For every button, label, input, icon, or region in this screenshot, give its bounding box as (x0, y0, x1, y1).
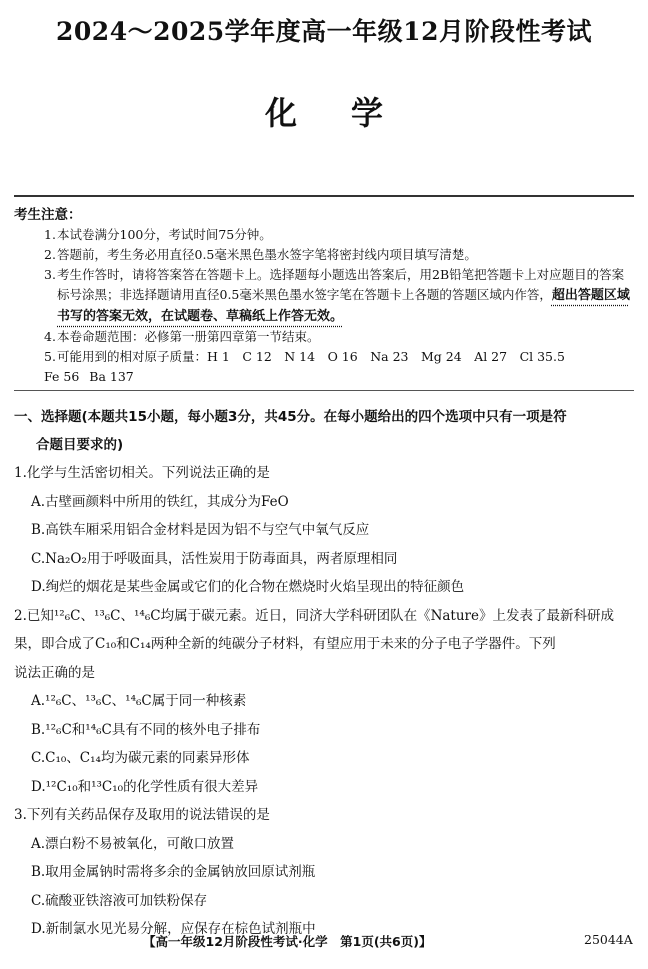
notice-item-text: 答题前，考生务必用直径0.5毫米黑色墨水签字笔将密封线内项目填写清楚。 (57, 247, 477, 262)
question-2 (14, 602, 640, 802)
atomic-mass-line (14, 367, 636, 387)
section-heading-cont: 合题目要求的) (36, 437, 124, 453)
section-heading-text: 一、选择题(本题共15小题，每小题3分，共45分。在每小题给出的四个选项中只有一项是符 (14, 409, 567, 425)
question-option: C.C₁₀、C₁₄均为碳元素的同素异形体 (31, 750, 250, 766)
question-option: C.硫酸亚铁溶液可加铁粉保存 (31, 892, 208, 909)
notice-item-number: 1. (44, 227, 56, 242)
exam-content (14, 403, 640, 944)
question-stem: 2.已知¹²₆C、¹³₆C、¹⁴₆C均属于碳元素。近日，同济大学科研团队在《Nature》上发表了最新科研成 (14, 607, 614, 624)
notice-item (14, 327, 636, 347)
question-stem-cont: 果，即合成了C₁₀和C₁₄两种全新的纯碳分子材料，有望应用于未来的分子电子学器件。下列 (14, 636, 556, 652)
question-option: D.新制氯水见光易分解，应保存在棕色试剂瓶中 (31, 921, 316, 937)
candidate-notice (14, 205, 636, 387)
atomic-mass-fe: Fe 56 (44, 369, 80, 384)
question-option: D.绚烂的烟花是某些金属或它们的化合物在燃烧时火焰呈现出的特征颜色 (31, 579, 465, 595)
footer-paper-code: 25044A (584, 932, 633, 947)
question-option: B.¹²₆C和¹⁴₆C具有不同的核外电子排布 (31, 721, 261, 738)
question-option: B.取用金属钠时需将多余的金属钠放回原试剂瓶 (31, 864, 316, 880)
notice-item-number: 5. (44, 349, 56, 364)
notice-item (14, 245, 636, 265)
notice-item-number: 2. (44, 247, 56, 262)
question-option: C.Na₂O₂用于呼吸面具，活性炭用于防毒面具，两者原理相同 (31, 550, 398, 567)
notice-item-text: 可能用到的相对原子质量：H 1 C 12 N 14 O 16 Na 23 Mg 24 Al 27 Cl 35.5 (57, 349, 565, 364)
footer-page-info: 【高一年级12月阶段性考试·化学 第1页(共6页)】 (143, 934, 432, 949)
notice-item (14, 347, 636, 367)
notice-item-text: 考生作答时，请将答案答在答题卡上。选择题每小题选出答案后，用2B铅笔把答题卡上对应题目的答案标号涂黑；非选择题请用直径0.5毫米黑色墨水签字笔在答题卡上各题的答题区域内作答， (57, 267, 625, 302)
notice-item (14, 225, 636, 245)
header-divider (14, 195, 634, 197)
question-option: A.¹²₆C、¹³₆C、¹⁴₆C属于同一种核素 (31, 693, 247, 709)
notice-item-number: 3. (44, 267, 56, 282)
question-option: A.古壁画颜料中所用的铁红，其成分为FeO (31, 493, 289, 510)
notice-divider (14, 390, 634, 391)
question-option: A.漂白粉不易被氧化，可敞口放置 (31, 835, 235, 852)
notice-item-text: 本试卷满分100分，考试时间75分钟。 (57, 227, 272, 242)
question-1 (14, 459, 640, 602)
notice-item-number: 4. (44, 329, 56, 344)
exam-title: 2024～2025学年度高一年级12月阶段性考试 (56, 17, 592, 46)
question-stem-cont: 说法正确的是 (14, 664, 95, 681)
question-3 (14, 801, 640, 944)
question-stem: 1.化学与生活密切相关。下列说法正确的是 (14, 465, 270, 481)
notice-title: 考生注意： (14, 207, 82, 223)
subject-title: 化学 (264, 94, 437, 132)
question-stem: 3.下列有关药品保存及取用的说法错误的是 (14, 807, 270, 823)
section-heading (14, 403, 640, 459)
notice-item (14, 265, 636, 327)
notice-item-text-wrapper (44, 265, 636, 327)
notice-item-text: 本卷命题范围：必修第一册第四章第一节结束。 (57, 329, 320, 344)
question-option: B.高铁车厢采用铝合金材料是因为铝不与空气中氧气反应 (31, 522, 370, 538)
atomic-mass-ba: Ba 137 (89, 369, 134, 384)
question-option: D.¹²C₁₀和¹³C₁₀的化学性质有很大差异 (31, 778, 259, 795)
notice-emphasis: 超出答题区域书写的答案无效，在试题卷、草稿纸上作答无效。 (57, 288, 630, 324)
